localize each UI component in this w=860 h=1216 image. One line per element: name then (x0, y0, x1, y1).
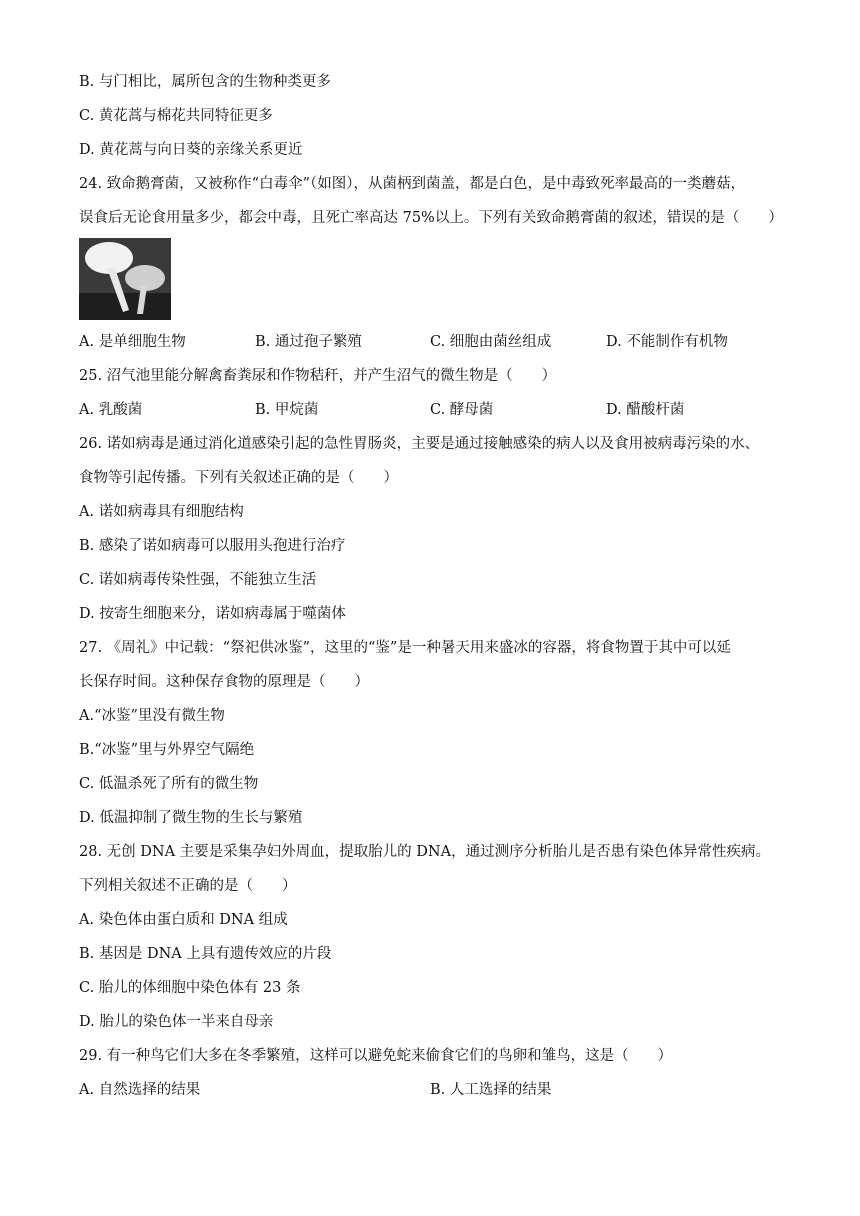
q24-stem-line1: 24. 致命鹅膏菌，又被称作“白毒伞”（如图），从菌柄到菌盖，都是白色，是中毒致死率最高的一类蘑菇， (79, 176, 745, 192)
q26-option-d: D. 按寄生细胞来分，诺如病毒属于噬菌体 (79, 606, 346, 622)
q24-option-d: D. 不能制作有机物 (606, 334, 728, 350)
q26-option-a: A. 诺如病毒具有细胞结构 (79, 504, 244, 520)
q23-option-d: D. 黄花蒿与向日葵的亲缘关系更近 (79, 142, 303, 158)
q28-option-a: A. 染色体由蛋白质和 DNA 组成 (79, 912, 288, 928)
q26-option-b: B. 感染了诺如病毒可以服用头孢进行治疗 (79, 538, 346, 554)
q28-option-d: D. 胎儿的染色体一半来自母亲 (79, 1014, 274, 1030)
q23-option-b: B. 与门相比，属所包含的生物种类更多 (79, 74, 331, 90)
q26-option-c: C. 诺如病毒传染性强，不能独立生活 (79, 572, 317, 588)
q25-stem: 25. 沼气池里能分解禽畜粪尿和作物秸秆，并产生沼气的微生物是（ ） (79, 368, 557, 384)
mushroom-photo (79, 238, 171, 320)
q28-stem-line2: 下列相关叙述不正确的是（ ） (79, 878, 297, 894)
q28-stem-line1: 28. 无创 DNA 主要是采集孕妇外周血，提取胎儿的 DNA，通过测序分析胎儿是否患有染色体异常性疾病。 (79, 844, 771, 860)
q27-stem-line1: 27. 《周礼》中记载：“祭祀供冰鉴”，这里的“鉴”是一种暑天用来盛冰的容器，将食物置于其中可以延 (79, 640, 731, 656)
q27-option-d: D. 低温抑制了微生物的生长与繁殖 (79, 810, 303, 826)
q28-option-b: B. 基因是 DNA 上具有遗传效应的片段 (79, 946, 332, 962)
q25-option-c: C. 酵母菌 (430, 402, 494, 418)
q24-option-c: C. 细胞由菌丝组成 (430, 334, 552, 350)
q28-option-c: C. 胎儿的体细胞中染色体有 23 条 (79, 980, 301, 996)
q27-option-c: C. 低温杀死了所有的微生物 (79, 776, 259, 792)
q24-option-a: A. 是单细胞生物 (79, 334, 186, 350)
q29-option-a: A. 自然选择的结果 (79, 1082, 201, 1098)
q27-option-b: B.“冰鉴”里与外界空气隔绝 (79, 742, 255, 758)
q26-stem-line1: 26. 诺如病毒是通过消化道感染引起的急性胃肠炎，主要是通过接触感染的病人以及食用被病毒污染的水、 (79, 436, 760, 452)
q27-option-a: A.“冰鉴”里没有微生物 (79, 708, 225, 724)
q25-option-d: D. 醋酸杆菌 (606, 402, 685, 418)
q23-option-c: C. 黄花蒿与棉花共同特征更多 (79, 108, 273, 124)
q27-stem-line2: 长保存时间。这种保存食物的原理是（ ） (79, 674, 369, 690)
q24-stem-line2: 误食后无论食用量多少，都会中毒，且死亡率高达 75%以上。下列有关致命鹅膏菌的叙述，错误的是（ ） (79, 210, 783, 226)
q29-stem: 29. 有一种鸟它们大多在冬季繁殖，这样可以避免蛇来偷食它们的鸟卵和雏鸟，这是（ ） (79, 1048, 673, 1064)
q26-stem-line2: 食物等引起传播。下列有关叙述正确的是（ ） (79, 470, 398, 486)
mushroom-icon (79, 238, 171, 320)
q25-option-a: A. 乳酸菌 (79, 402, 143, 418)
q29-option-b: B. 人工选择的结果 (430, 1082, 552, 1098)
q25-option-b: B. 甲烷菌 (255, 402, 319, 418)
q24-option-b: B. 通过孢子繁殖 (255, 334, 362, 350)
